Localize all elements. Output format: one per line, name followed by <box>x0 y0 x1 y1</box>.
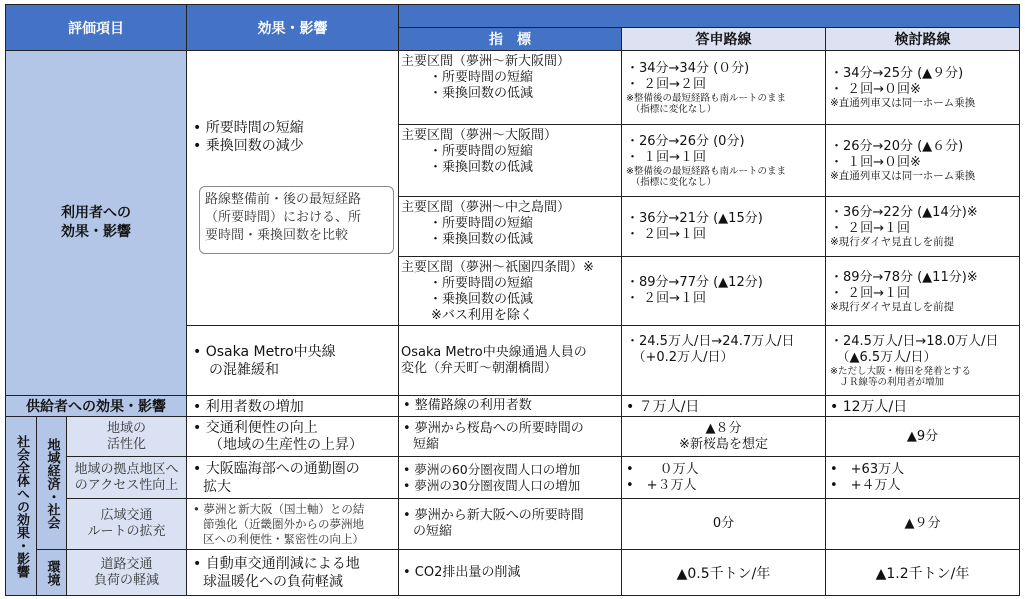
value-line: ・ ２回→１回 <box>626 291 707 306</box>
indicator-sakurajima <box>398 416 622 457</box>
kento-shinosaka-time <box>825 498 1020 550</box>
item-regional-activation <box>66 416 187 457</box>
value-line: ・ ２回→０回※ <box>830 82 921 97</box>
effect-line: • 大阪臨海部への通勤圏の <box>193 460 360 477</box>
toshin-nakanoshima <box>621 196 826 257</box>
indicator-gionshijo <box>398 256 622 326</box>
effect-line: • 夢洲と新大阪（国土軸）との結 <box>193 501 365 516</box>
effect-metro-line2: の混雑緩和 <box>209 361 279 378</box>
value-line: ・34分→34分 (０分) <box>626 60 750 76</box>
value-line: ・ ２回→１回 <box>830 285 911 301</box>
category-user-effects-line1: 利用者への <box>61 205 131 221</box>
item-hub-access <box>66 456 187 499</box>
category-supplier-effects <box>5 395 187 417</box>
note-line: ※直通列車又は同一ホーム乗換 <box>830 170 976 182</box>
note-line: ※整備後の最短経路も南ルートのまま <box>626 92 786 104</box>
kento-nakanoshima <box>825 196 1020 257</box>
value-line: • +３万人 <box>626 477 697 493</box>
header-indicator <box>398 27 622 51</box>
value-line: ・26分→20分 (▲６分) <box>830 139 964 154</box>
note-line: ※新桜島を想定 <box>679 436 768 452</box>
kento-population <box>825 456 1020 499</box>
indicator-line: • CO2排出量の削減 <box>403 564 521 580</box>
item-wide-area-route <box>66 498 187 550</box>
indicator-sub: ・所要時間の短縮 <box>429 276 534 291</box>
category-user-effects <box>5 50 187 396</box>
value-line: ・89分→78分 (▲11分)※ <box>830 269 978 285</box>
value-line: ・34分→25分 (▲９分) <box>830 66 964 81</box>
toshin-route-ridership <box>621 395 826 417</box>
note-line: ※ただし大阪・梅田を発着とする <box>830 366 971 377</box>
value-line: （▲6.5万人/日） <box>830 350 937 365</box>
indicator-line: • 夢洲の60分圏夜間人口の増加 <box>403 461 581 477</box>
item-road-traffic <box>66 549 187 596</box>
toshin-sakurajima <box>621 416 826 457</box>
note-line: （指標に変化なし） <box>626 176 717 188</box>
header-toshin-route <box>621 27 826 51</box>
indicator-sub: ・乗換回数の低減 <box>429 232 534 247</box>
note-line: （指標に変化なし） <box>626 103 717 115</box>
indicator-title: Osaka Metro中央線通過人員の <box>401 344 587 360</box>
category-user-effects-line2: 効果・影響 <box>61 224 131 240</box>
comparison-note-line2: （所要時間）における、所 <box>205 210 362 225</box>
effect-metro-congestion <box>186 325 399 396</box>
toshin-shinosaka-time <box>621 498 826 550</box>
indicator-line: 短縮 <box>413 436 440 452</box>
item-line: 道路交通 <box>100 556 153 572</box>
effect-time-line1: • 所要時間の短縮 <box>193 120 304 136</box>
effect-line: （地域の生産性の上昇） <box>209 436 363 453</box>
effect-line: 拡大 <box>203 478 231 495</box>
effect-node-strengthening <box>186 498 399 550</box>
value-line: （+0.2万人/日） <box>626 350 734 365</box>
indicator-line: • 夢洲の30分圏夜間人口の増加 <box>403 477 581 493</box>
value-line: ▲９分 <box>904 516 941 531</box>
note-line: ※整備後の最短経路も南ルートのまま <box>626 165 786 177</box>
header-top-band <box>398 4 1020 28</box>
item-line: ルートの拡充 <box>87 524 166 539</box>
note-line: ※現行ダイヤ見直しを前提 <box>830 300 955 313</box>
toshin-shinosaka <box>621 50 826 125</box>
subcategory-regional-economy <box>36 416 67 550</box>
toshin-population <box>621 456 826 499</box>
indicator-title: 主要区間（夢洲～新大阪間） <box>401 54 571 69</box>
category-supplier-label: 供給者への効果・影響 <box>26 399 166 415</box>
effect-ridership-increase <box>186 395 399 417</box>
indicator-sub: ・所要時間の短縮 <box>429 144 534 159</box>
toshin-metro-ridership <box>621 325 826 396</box>
effect-time-transfer <box>186 50 399 326</box>
indicator-title: 変化（弁天町～朝潮橋間） <box>401 360 558 376</box>
value-line: ・ １回→０回※ <box>830 155 921 170</box>
subcategory-environment <box>36 549 67 596</box>
indicator-line: の短縮 <box>413 524 453 539</box>
item-line: 広域交通 <box>100 508 153 523</box>
value-line: ・26分→26分 (0分) <box>626 133 745 149</box>
header-effect-label: 効果・影響 <box>257 20 328 37</box>
header-indicator-label: 指 標 <box>489 32 531 48</box>
indicator-co2 <box>398 549 622 596</box>
effect-commute-expansion <box>186 456 399 499</box>
header-toshin-route-label: 答申路線 <box>695 32 752 48</box>
item-line: 地域の拠点地区へ <box>74 461 179 477</box>
indicator-title: 主要区間（夢洲～大阪間） <box>401 128 558 143</box>
toshin-gionshijo <box>621 256 826 326</box>
value-line: • +４万人 <box>830 477 901 493</box>
kento-osaka <box>825 124 1020 197</box>
indicator-sub: ・乗換回数の低減 <box>429 160 534 175</box>
effect-line: 区への利便性・緊密性の向上） <box>203 531 364 546</box>
value-line: ▲８分 <box>705 420 742 436</box>
kento-gionshijo <box>825 256 1020 326</box>
note-line: ※現行ダイヤ見直しを前提 <box>830 236 955 248</box>
indicator-sub: ・乗換回数の低減 <box>429 86 534 101</box>
value-line: ▲1.2千トン/年 <box>875 565 970 582</box>
kento-sakurajima <box>825 416 1020 457</box>
comparison-note-line1: 路線整備前・後の最短経路 <box>205 192 362 207</box>
value-line: ・36分→21分 (▲15分) <box>626 210 763 226</box>
kento-route-ridership <box>825 395 1020 417</box>
effect-line: • 交通利便性の向上 <box>193 419 318 436</box>
kento-shinosaka <box>825 50 1020 125</box>
toshin-co2 <box>621 549 826 596</box>
value-line: ・ ２回→１回 <box>626 226 707 242</box>
comparison-note-line3: 要時間・乗換回数を比較 <box>205 228 349 243</box>
value-line: ・36分→22分 (▲14分)※ <box>830 205 978 220</box>
indicator-shinosaka <box>398 50 622 125</box>
value-line: • ０万人 <box>626 461 699 477</box>
category-society-label: 社会全体への効果・影響 <box>14 434 29 578</box>
indicator-sub: ・乗換回数の低減 <box>429 292 534 307</box>
subcategory-regional-economy-label: 地域経済・社会 <box>44 437 60 529</box>
value-line: • +63万人 <box>830 461 905 477</box>
value-line: ・89分→77分 (▲12分) <box>626 275 763 290</box>
header-effect <box>186 4 399 51</box>
value-line: ・ ２回→１回 <box>830 221 911 236</box>
value-line: ▲9分 <box>906 428 939 444</box>
indicator-note: ※バス利用を除く <box>431 308 533 323</box>
value-line: 0分 <box>712 516 735 531</box>
value-line: ・24.5万人/日→24.7万人/日 <box>626 334 795 349</box>
kento-route-ridership-value: • 12万人/日 <box>830 399 908 415</box>
value-line: ・ １回→１回 <box>626 149 707 165</box>
effect-line: 節強化（近畿圏外からの夢洲地 <box>203 516 364 531</box>
header-evaluation-item-label: 評価項目 <box>68 20 124 37</box>
indicator-title: 主要区間（夢洲～中之島間） <box>401 200 571 215</box>
header-kento-route <box>825 27 1020 51</box>
note-line: ＪＲ線等の利用者が増加 <box>830 377 945 388</box>
effect-ridership-label: • 利用者数の増加 <box>193 399 304 415</box>
effect-line: 球温暖化への負荷軽減 <box>203 573 343 590</box>
item-line: 負荷の軽減 <box>93 572 159 588</box>
header-evaluation-item <box>5 4 187 51</box>
toshin-osaka <box>621 124 826 197</box>
indicator-population <box>398 456 622 499</box>
indicator-line: • 夢洲から新大阪への所要時間 <box>403 508 584 523</box>
value-line: ・24.5万人/日→18.0万人/日 <box>830 334 999 349</box>
indicator-route-ridership-label: • 整備路線の利用者数 <box>403 398 532 413</box>
value-line: ・ ２回→２回 <box>626 76 707 92</box>
indicator-route-ridership <box>398 395 622 417</box>
header-kento-route-label: 検討路線 <box>894 32 951 48</box>
indicator-osaka <box>398 124 622 197</box>
indicator-sub: ・所要時間の短縮 <box>429 70 534 85</box>
effect-time-line2: • 乗換回数の減少 <box>193 138 304 154</box>
effect-global-warming <box>186 549 399 596</box>
subcategory-environment-label: 環境 <box>44 559 60 586</box>
indicator-shinosaka-time <box>398 498 622 550</box>
effect-line: • 自動車交通削減による地 <box>193 555 360 572</box>
indicator-sub: ・所要時間の短縮 <box>429 216 534 231</box>
kento-metro-ridership <box>825 325 1020 396</box>
item-line: 活性化 <box>106 436 146 452</box>
category-society-effects <box>5 416 37 596</box>
item-line: 地域の <box>106 420 146 436</box>
toshin-route-ridership-value: • ７万人/日 <box>626 399 700 415</box>
indicator-title: 主要区間（夢洲～祇園四条間）※ <box>401 260 594 275</box>
value-line: ▲0.5千トン/年 <box>676 565 771 582</box>
effect-convenience <box>186 416 399 457</box>
item-line: のアクセス性向上 <box>74 477 179 493</box>
indicator-metro-ridership <box>398 325 622 396</box>
indicator-line: • 夢洲から桜島への所要時間の <box>403 420 584 436</box>
note-line: ※直通列車又は同一ホーム乗換 <box>830 97 976 109</box>
kento-co2 <box>825 549 1020 596</box>
indicator-nakanoshima <box>398 196 622 257</box>
effect-metro-line1: • Osaka Metro中央線 <box>193 343 336 360</box>
